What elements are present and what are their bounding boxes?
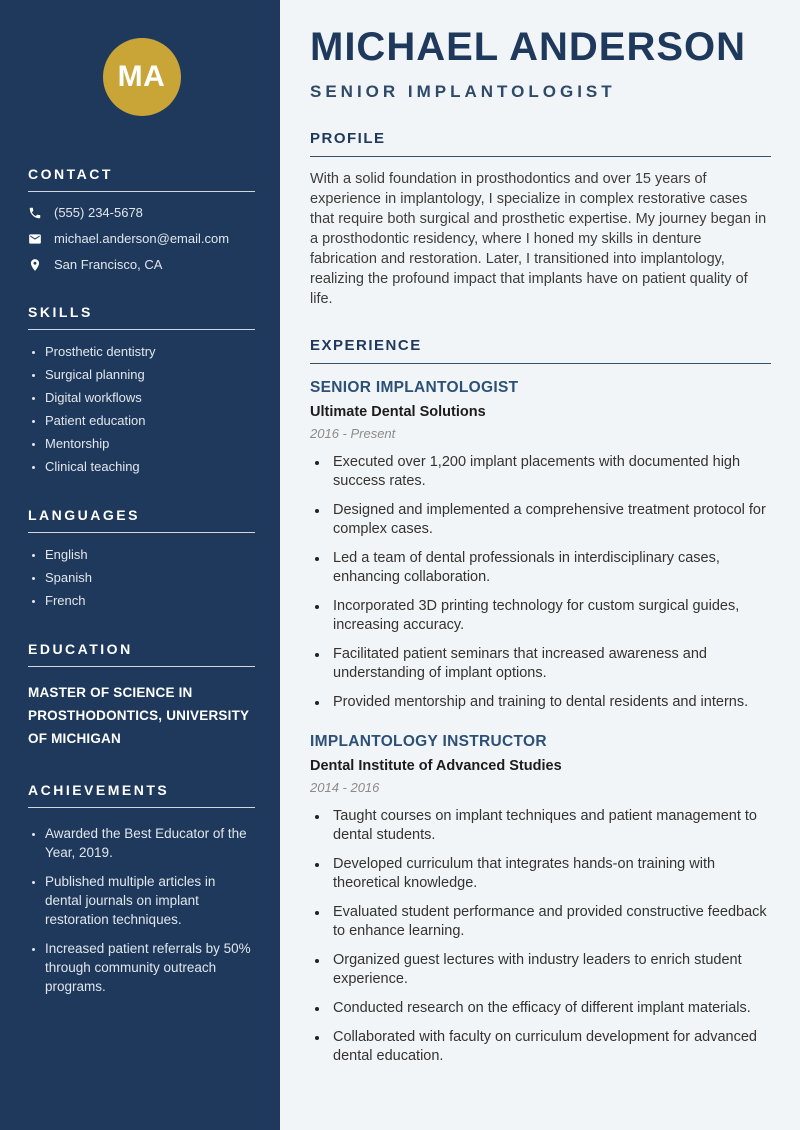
languages-heading: LANGUAGES [28, 507, 255, 533]
achievements-section [28, 782, 255, 996]
main-content [280, 0, 800, 1130]
phone-icon [28, 206, 42, 220]
job-bullet: • Evaluated student performance and provided constructive feedback to enhance learning. [329, 903, 771, 941]
skill-item: • Mentorship [45, 436, 255, 452]
achievement-item: • Awarded the Best Educator of the Year, 2019. [45, 824, 255, 862]
skill-item: • Digital workflows [45, 390, 255, 406]
job-bullet: • Facilitated patient seminars that increased awareness and understanding of implant options. [329, 645, 771, 683]
email-icon [28, 232, 42, 246]
job-bullet: • Provided mentorship and training to dental residents and interns. [329, 693, 771, 712]
contact-heading: CONTACT [28, 166, 255, 192]
degree-text: MASTER OF SCIENCE IN PROSTHODONTICS, UNIVERSITY OF MICHIGAN [28, 685, 249, 746]
education-section [28, 641, 255, 750]
achievements-list [28, 824, 255, 996]
job-bullet: • Developed curriculum that integrates hands-on training with theoretical knowledge. [329, 855, 771, 893]
job-bullet-list [310, 453, 771, 712]
achievements-heading: ACHIEVEMENTS [28, 782, 255, 808]
avatar [103, 38, 181, 116]
skill-item: • Patient education [45, 413, 255, 429]
job-bullet: • Executed over 1,200 implant placements with documented high success rates. [329, 453, 771, 491]
job-bullet: • Conducted research on the efficacy of different implant materials. [329, 999, 771, 1018]
job-company: Ultimate Dental Solutions [310, 404, 486, 420]
job-dates: 2016 - Present [310, 426, 396, 441]
languages-list [28, 547, 255, 609]
candidate-headline: SENIOR IMPLANTOLOGIST [310, 82, 616, 101]
contact-row-location [28, 258, 255, 272]
experience-heading: EXPERIENCE [310, 337, 771, 364]
avatar-initials: MA [117, 60, 166, 93]
phone-value: (555) 234-5678 [54, 205, 143, 220]
skill-item: • Clinical teaching [45, 459, 255, 475]
job-dates: 2014 - 2016 [310, 780, 380, 795]
skills-list [28, 344, 255, 475]
candidate-name: MICHAEL ANDERSON [310, 25, 747, 69]
skill-item: • Prosthetic dentistry [45, 344, 255, 360]
job-title: IMPLANTOLOGY INSTRUCTOR [310, 733, 547, 750]
profile-heading: PROFILE [310, 130, 771, 157]
job-bullet: • Organized guest lectures with industry leaders to enrich student experience. [329, 951, 771, 989]
profile-text: With a solid foundation in prosthodontics and over 15 years of experience in implantology, I specialize in complex restorative cases that require both surgical and prosthetic expertise. My journey began in a prosthodontic residency, where I honed my skills in denture fabrication and restoration. Later, I transitioned into implantology, realizing the profound impact that implants have on patient quality of life. [310, 171, 767, 307]
contact-row-email [28, 232, 255, 246]
job-bullet: • Taught courses on implant techniques and patient management to dental students. [329, 807, 771, 845]
job-bullet: • Collaborated with faculty on curriculum development for advanced dental education. [329, 1028, 771, 1066]
job-bullet-list [310, 807, 771, 1066]
language-item: • English [45, 547, 255, 563]
job-title: SENIOR IMPLANTOLOGIST [310, 379, 519, 396]
contact-list [28, 206, 255, 272]
languages-section [28, 507, 255, 609]
contact-section [28, 166, 255, 272]
profile-section [310, 130, 771, 309]
skill-item: • Surgical planning [45, 367, 255, 383]
job-bullet: • Designed and implemented a comprehensive treatment protocol for complex cases. [329, 501, 771, 539]
achievement-item: • Published multiple articles in dental journals on implant restoration techniques. [45, 872, 255, 929]
job-entry-senior-implantologist [310, 379, 771, 712]
job-company: Dental Institute of Advanced Studies [310, 758, 562, 774]
skills-section [28, 304, 255, 475]
sidebar [0, 0, 280, 1130]
email-value: michael.anderson@email.com [54, 231, 230, 246]
contact-row-phone [28, 206, 255, 220]
education-heading: EDUCATION [28, 641, 255, 667]
location-icon [28, 258, 42, 272]
job-bullet: • Led a team of dental professionals in interdisciplinary cases, enhancing collaboration. [329, 549, 771, 587]
language-item: • Spanish [45, 570, 255, 586]
job-bullet: • Incorporated 3D printing technology for custom surgical guides, increasing accuracy. [329, 597, 771, 635]
skills-heading: SKILLS [28, 304, 255, 330]
location-value: San Francisco, CA [54, 257, 163, 272]
experience-section [310, 337, 771, 1066]
job-entry-implantology-instructor [310, 733, 771, 1066]
achievement-item: • Increased patient referrals by 50% through community outreach programs. [45, 939, 255, 996]
language-item: • French [45, 593, 255, 609]
